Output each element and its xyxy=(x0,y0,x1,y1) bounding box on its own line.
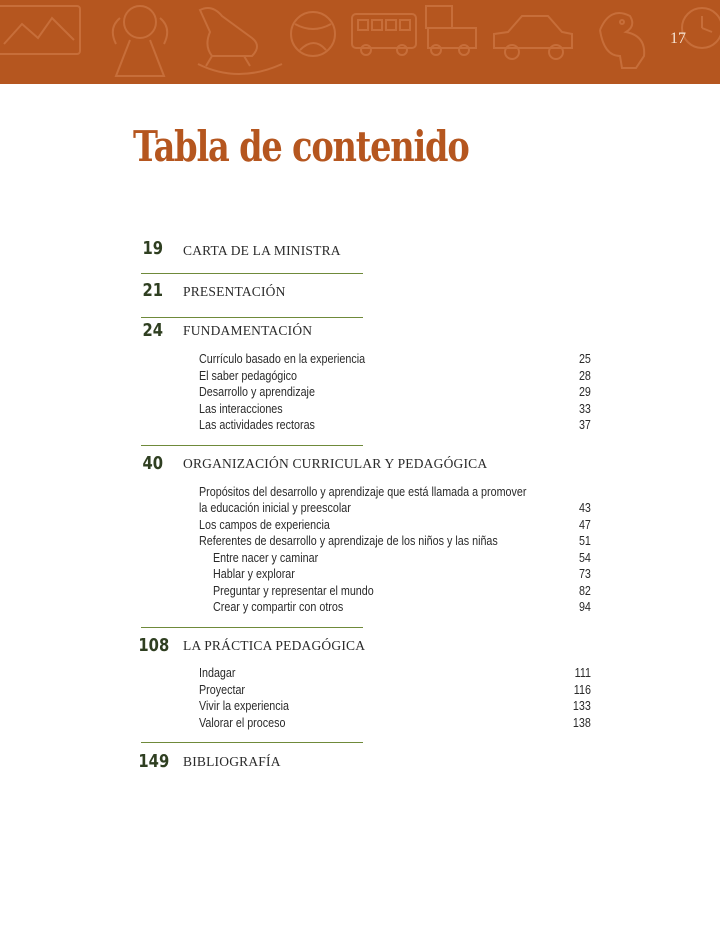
section-divider xyxy=(141,627,363,628)
toc-entry[interactable]: Indagar xyxy=(199,666,236,680)
rocking-horse-icon xyxy=(198,8,282,74)
ball-icon xyxy=(291,12,335,56)
toc-entry-page: 47 xyxy=(579,518,591,532)
toc-entry[interactable]: la educación inicial y preescolar xyxy=(199,501,351,515)
toc-entry-page: 37 xyxy=(579,418,591,432)
toc-entry[interactable]: Desarrollo y aprendizaje xyxy=(199,385,315,399)
toc-subentry[interactable]: Crear y compartir con otros xyxy=(213,600,344,614)
section-number: 108 xyxy=(138,635,170,656)
toc-entry[interactable]: Vivir la experiencia xyxy=(199,699,290,713)
section-divider xyxy=(141,273,363,274)
toc-subentry[interactable]: Preguntar y representar el mundo xyxy=(213,584,374,598)
section-title[interactable]: LA PRÁCTICA PEDAGÓGICA xyxy=(183,638,366,653)
toc-entry[interactable]: Referentes de desarrollo y aprendizaje de los niños y las niñas xyxy=(199,534,498,548)
section-number: 24 xyxy=(142,320,163,341)
header-band xyxy=(0,0,720,84)
toc-entry[interactable]: Currículo basado en la experiencia xyxy=(199,352,366,366)
toc-entry-page: 82 xyxy=(579,584,591,598)
toc-entry[interactable]: El saber pedagógico xyxy=(199,369,298,383)
section-number: 149 xyxy=(138,751,170,772)
toc-entry-page: 73 xyxy=(579,567,591,581)
toc-entry[interactable]: Valorar el proceso xyxy=(199,716,286,730)
toc-entry[interactable]: Las actividades rectoras xyxy=(199,418,315,432)
toc-entry-page: 25 xyxy=(579,352,591,366)
page-title: Tabla de contenido xyxy=(133,122,469,171)
section-divider xyxy=(141,445,363,446)
section-title[interactable]: CARTA DE LA MINISTRA xyxy=(183,243,341,258)
toc-entry[interactable]: Propósitos del desarrollo y aprendizaje que está llamada a promover xyxy=(199,485,527,499)
dinosaur-icon xyxy=(600,13,644,68)
toc-entry-page: 133 xyxy=(573,699,591,713)
toc-entry-page: 116 xyxy=(573,683,591,697)
picture-frame-icon xyxy=(0,6,80,54)
section-title[interactable]: BIBLIOGRAFÍA xyxy=(183,754,281,769)
toc-entry-page: 138 xyxy=(573,716,591,730)
toc-entry-page: 51 xyxy=(579,534,591,548)
toc-subentry[interactable]: Entre nacer y caminar xyxy=(213,551,319,565)
train-icon xyxy=(426,6,476,55)
section-number: 19 xyxy=(142,238,163,259)
section-number: 21 xyxy=(142,280,163,301)
toc-entry-page: 33 xyxy=(579,402,591,416)
toy-illustrations xyxy=(0,0,720,84)
section-title[interactable]: FUNDAMENTACIÓN xyxy=(183,323,313,338)
doll-icon xyxy=(113,6,167,76)
toc-entry-page: 94 xyxy=(579,600,591,614)
section-title[interactable]: PRESENTACIÓN xyxy=(183,284,286,299)
section-title[interactable]: ORGANIZACIÓN CURRICULAR Y PEDAGÓGICA xyxy=(183,456,488,471)
section-number: 40 xyxy=(142,453,163,474)
toc-subentry[interactable]: Hablar y explorar xyxy=(213,567,295,581)
clock-icon xyxy=(682,8,720,48)
page-number: 17 xyxy=(670,30,686,47)
section-divider xyxy=(141,317,363,318)
toc-entry-page: 28 xyxy=(579,369,591,383)
toc-entry[interactable]: Los campos de experiencia xyxy=(199,518,330,532)
toc-entry-page: 29 xyxy=(579,385,591,399)
toc-entry-page: 111 xyxy=(574,666,591,680)
car-icon xyxy=(494,16,572,59)
toc-entry[interactable]: Las interacciones xyxy=(199,402,283,416)
toc-entry-page: 54 xyxy=(579,551,591,565)
bus-icon xyxy=(352,14,416,55)
toc-entry[interactable]: Proyectar xyxy=(199,683,246,697)
section-divider xyxy=(141,742,363,743)
toc-entry-page: 43 xyxy=(579,501,591,515)
